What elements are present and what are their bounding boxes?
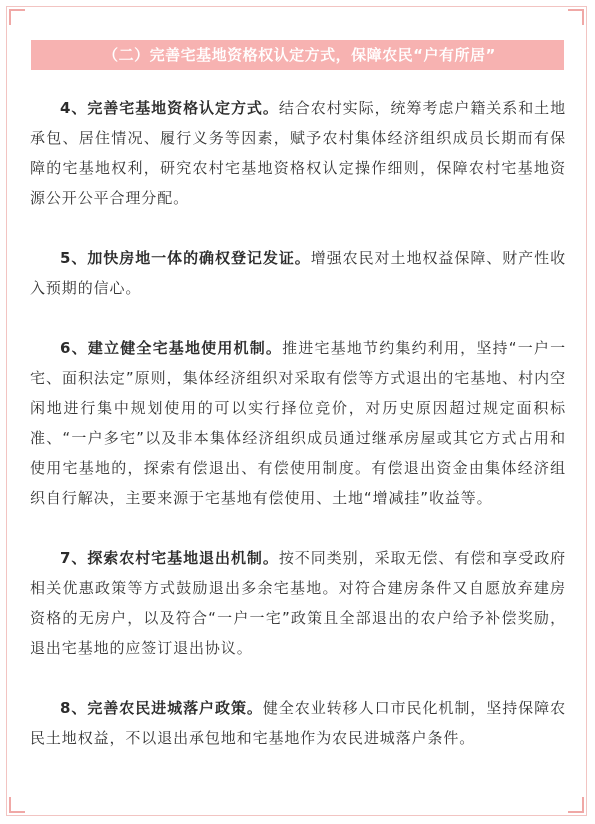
paragraph-lead: 4、完善宅基地资格认定方式。 (60, 99, 279, 117)
paragraph-text: 健全农业转移人口市民化机制，坚持保障农民土地权益，不以退出承包地和宅基地作为农民进城落户条件。 (30, 699, 566, 747)
paragraph-lead: 5、加快房地一体的确权登记发证。 (60, 249, 311, 267)
article-body (30, 93, 566, 783)
border-corner-top-left (9, 9, 25, 25)
paragraph-lead: 7、探索农村宅基地退出机制。 (60, 549, 279, 567)
paragraph-lead: 8、完善农民进城落户政策。 (60, 699, 263, 717)
paragraph-text: 增强农民对土地权益保障、财产性收入预期的信心。 (30, 249, 566, 297)
border-corner-bottom-right (568, 797, 584, 813)
border-corner-bottom-left (9, 797, 25, 813)
paragraph-item-6 (30, 333, 566, 513)
paragraph-text: 结合农村实际，统筹考虑户籍关系和土地承包、居住情况、履行义务等因素，赋予农村集体经济组织成员长期而有保障的宅基地权利，研究农村宅基地资格权认定操作细则，保障农村宅基地资源公开公平合理分配。 (30, 99, 567, 207)
paragraph-item-8 (30, 693, 566, 753)
paragraph-text: 按不同类别，采取无偿、有偿和享受政府相关优惠政策等方式鼓励退出多余宅基地。对符合建房条件又自愿放弃建房资格的无房户，以及符合“一户一宅”政策且全部退出的农户给予补偿奖励，退出宅基地的应签订退出协议。 (30, 549, 567, 657)
border-corner-top-right (568, 9, 584, 25)
paragraph-item-4 (30, 93, 566, 213)
paragraph-item-7 (30, 543, 566, 663)
paragraph-lead: 6、建立健全宅基地使用机制。 (60, 339, 283, 357)
section-heading-banner: （二）完善宅基地资格权认定方式，保障农民“户有所居” (31, 40, 564, 70)
paragraph-item-5 (30, 243, 566, 303)
paragraph-text: 推进宅基地节约集约利用，坚持“一户一宅、面积法定”原则，集体经济组织对采取有偿等方式退出的宅基地、村内空闲地进行集中规划使用的可以实行择位竞价，对历史原因超过规定面积标准、“一户多宅”以及非本集体经济组织成员通过继承房屋或其它方式占用和使用宅基地的，探索有偿退出、有偿使用制度。有偿退出资金由集体经济组织自行解决，主要来源于宅基地有偿使用、土地“增减挂”收益等。 (30, 339, 566, 507)
